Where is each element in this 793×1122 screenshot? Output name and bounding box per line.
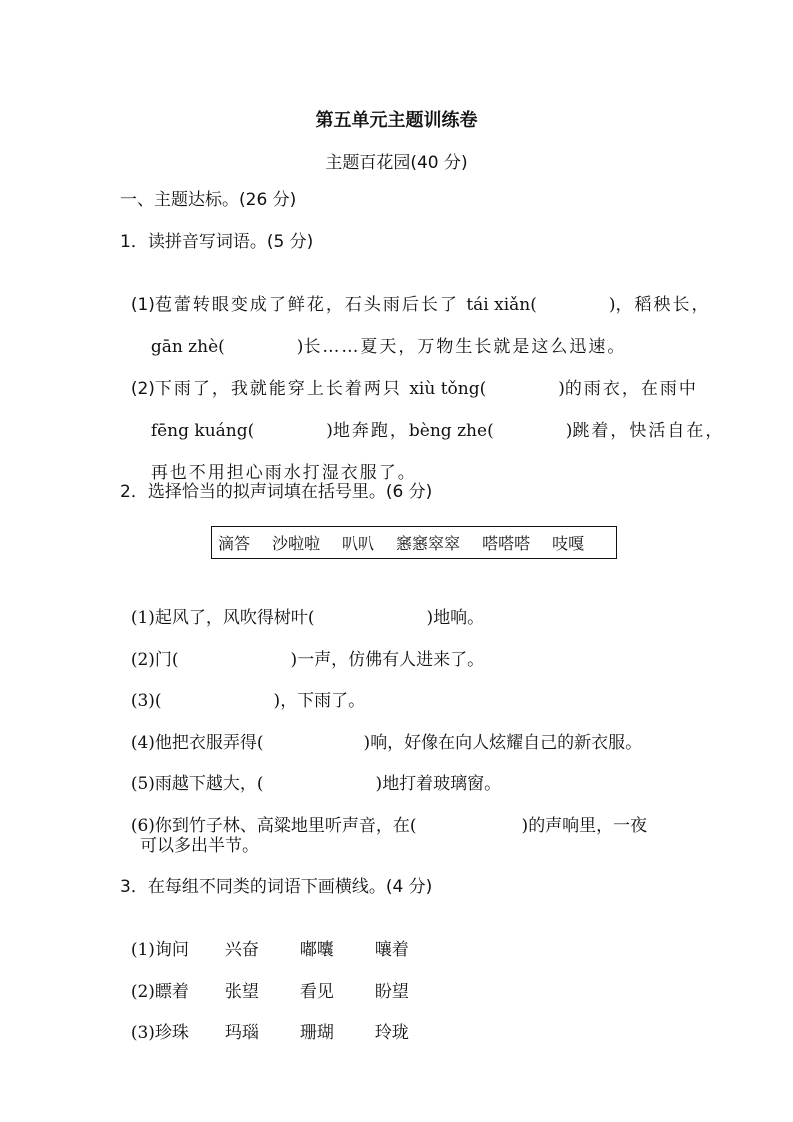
word-option[interactable]: 兴奋	[224, 940, 259, 960]
question-3-heading: 3．在每组不同类的词语下画横线。(4 分)	[120, 877, 433, 897]
q3-group-1	[120, 917, 445, 961]
item-text: ，稻秧长，	[615, 295, 711, 315]
q2-item-6-continuation: 可以多出半节。	[140, 836, 259, 856]
word-bank-item: 叭叭	[342, 534, 375, 553]
item-prefix: (2)	[130, 650, 155, 670]
q1-item-1-line-1: (1)苞蕾转眼变成了鲜花，石头雨后长了 tái xiǎn( )，稻秧长，	[130, 295, 711, 315]
item-text: 地奔跑，	[332, 421, 409, 441]
word-option[interactable]: 珊瑚	[299, 1023, 334, 1043]
item-prefix: (4)	[130, 733, 155, 753]
item-text: 门	[154, 650, 172, 670]
item-text: 下雨了，我就能穿上长着两只	[154, 379, 410, 399]
q2-item-4: (4)他把衣服弄得( )响，好像在向人炫耀自己的新衣服。	[130, 733, 643, 753]
q1-item-2-line-1: (2)下雨了，我就能穿上长着两只 xiù tǒng( )的雨衣，在雨中	[130, 379, 698, 399]
q3-group-3	[120, 1000, 445, 1044]
item-text: 一声，仿佛有人进来了。	[297, 650, 485, 670]
item-text: 你到竹子林、高粱地里听声音，在	[154, 816, 410, 836]
pinyin: fēng kuáng	[150, 421, 248, 441]
item-prefix: (6)	[130, 816, 155, 836]
item-prefix: (2)	[130, 379, 155, 399]
q2-item-5: (5)雨越下越大，( )地打着玻璃窗。	[130, 774, 502, 794]
q2-item-1: (1)起风了，风吹得树叶( )地响。	[130, 608, 485, 628]
word-bank-item: 滴答	[218, 534, 251, 553]
item-text: 地打着玻璃窗。	[382, 774, 502, 794]
word-option[interactable]: 嘟囔	[299, 940, 334, 960]
word-bank-item: 吱嘎	[552, 534, 585, 553]
section-subtitle: 主题百花园(40 分)	[325, 153, 468, 173]
q2-item-6: (6)你到竹子林、高粱地里听声音，在( )的声响里，一夜	[130, 816, 648, 836]
question-2-heading: 2．选择恰当的拟声词填在括号里。(6 分)	[120, 482, 433, 502]
q1-item-2-line-3	[140, 440, 417, 484]
item-prefix: (3)	[130, 1023, 155, 1043]
word-option[interactable]: 盼望	[374, 982, 409, 1002]
item-prefix: (5)	[130, 774, 155, 794]
word-bank-item: 沙啦啦	[272, 534, 321, 553]
item-prefix: (1)	[130, 608, 155, 628]
item-text: 雨越下越大，	[154, 774, 257, 794]
pinyin: tái xiǎn	[466, 295, 531, 315]
word-option[interactable]: 瞟着	[154, 982, 189, 1002]
word-bank-item: 窸窸窣窣	[396, 534, 461, 553]
item-prefix: (1)	[130, 940, 155, 960]
word-option[interactable]: 张望	[224, 982, 259, 1002]
item-text: ，下雨了。	[280, 691, 366, 711]
item-prefix: (1)	[130, 295, 155, 315]
question-1-heading: 1．读拼音写词语。(5 分)	[120, 232, 314, 252]
word-bank-box	[211, 526, 617, 559]
q2-item-3: (3)( )，下雨了。	[130, 691, 366, 711]
item-text: 他把衣服弄得	[154, 733, 257, 753]
section-heading: 一、主题达标。(26 分)	[120, 190, 297, 210]
word-option[interactable]: 询问	[154, 940, 189, 960]
word-option[interactable]: 玛瑙	[224, 1023, 259, 1043]
item-text: 的声响里，一夜	[528, 816, 648, 836]
item-prefix: (3)	[130, 691, 155, 711]
item-text: 苞蕾转眼变成了鲜花，石头雨后长了	[154, 295, 467, 315]
q2-item-2: (2)门( )一声，仿佛有人进来了。	[130, 650, 485, 670]
item-text: 地响。	[433, 608, 485, 628]
word-bank-item: 嗒嗒嗒	[482, 534, 531, 553]
item-text: 起风了，风吹得树叶	[154, 608, 308, 628]
q1-item-1-line-2: gān zhè( )长……夏天，万物生长就是这么迅速。	[150, 337, 627, 357]
word-option[interactable]: 珍珠	[154, 1023, 189, 1043]
word-option[interactable]: 看见	[299, 982, 334, 1002]
q1-item-2-line-2: fēng kuáng( )地奔跑，bèng zhe( )跳着，快活自在，	[150, 421, 725, 441]
item-prefix: (2)	[130, 982, 155, 1002]
pinyin: xiù tǒng	[409, 379, 480, 399]
word-option[interactable]: 玲珑	[374, 1023, 409, 1043]
item-text: 跳着，快活自在，	[572, 421, 725, 441]
pinyin: gān zhè	[150, 337, 219, 357]
item-text: 响，好像在向人炫耀自己的新衣服。	[370, 733, 643, 753]
item-text: 长……夏天，万物生长就是这么迅速。	[303, 337, 627, 357]
pinyin: bèng zhe	[408, 421, 488, 441]
item-text: 的雨衣，在雨中	[564, 379, 698, 399]
word-option[interactable]: 嚷着	[374, 940, 409, 960]
q3-group-2	[120, 959, 445, 1003]
item-text: 再也不用担心雨水打湿衣服了。	[150, 463, 417, 483]
page-title: 第五单元主题训练卷	[315, 110, 478, 131]
